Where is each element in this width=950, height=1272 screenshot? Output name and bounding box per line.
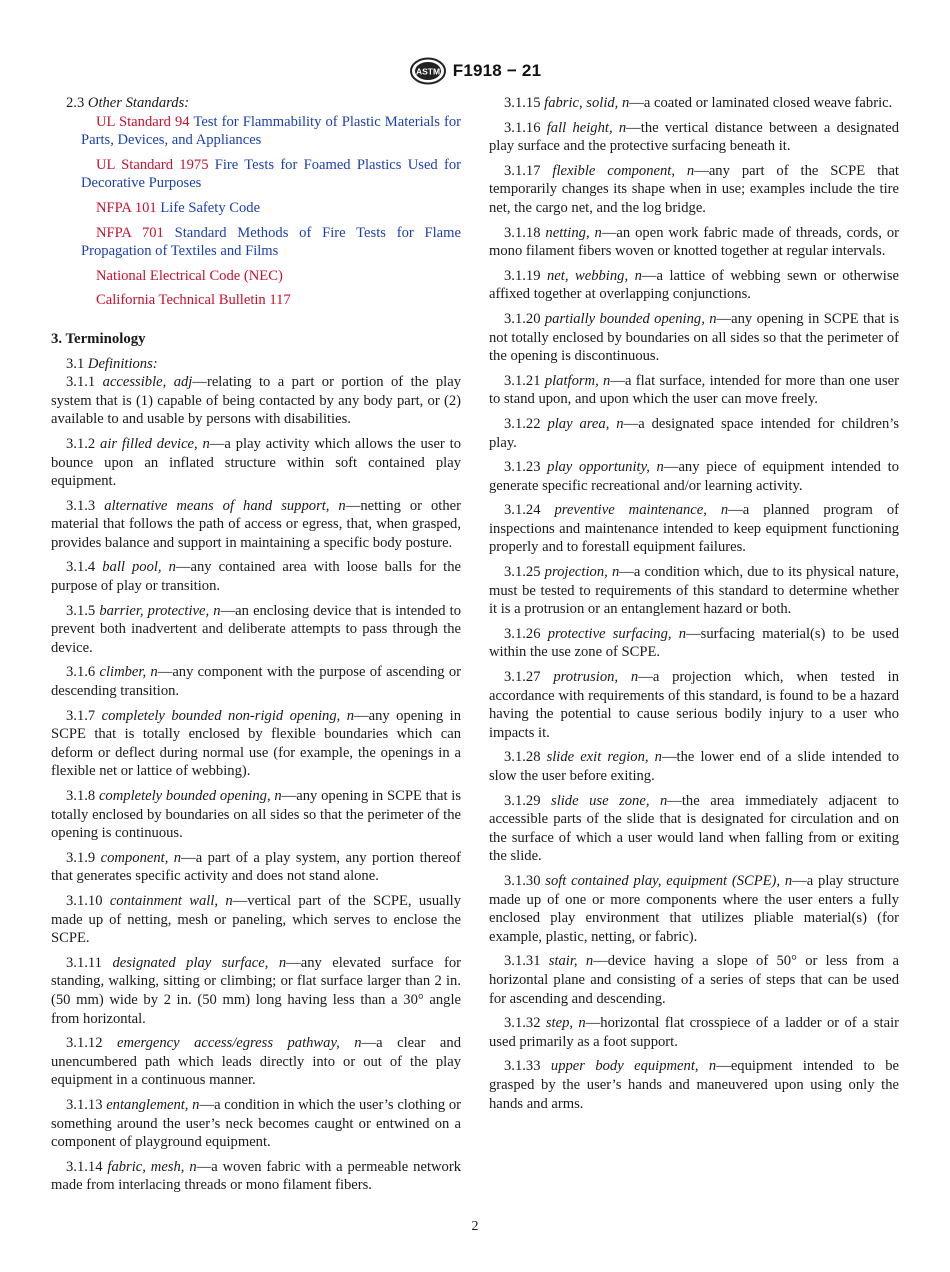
definition-number: 3.1.10 bbox=[66, 892, 103, 909]
definition-number: 3.1.19 bbox=[504, 267, 541, 284]
definition-term: stair, n bbox=[548, 953, 594, 970]
definition-entry bbox=[489, 872, 899, 946]
definition-number: 3.1.17 bbox=[504, 162, 541, 179]
definition-number: 3.1.22 bbox=[504, 415, 541, 432]
definition-entry bbox=[51, 373, 461, 429]
definition-text: —a lattice of webbing sewn or otherwise affixed together at overlapping conjunctions. bbox=[489, 267, 899, 303]
definitions-heading: 3.1 Definitions: bbox=[66, 355, 158, 372]
standard-code-link[interactable]: NFPA 101 bbox=[96, 199, 157, 216]
definition-number: 3.1.30 bbox=[504, 872, 541, 889]
definition-text: —horizontal flat crosspiece of a ladder or of a stair used primarily as a foot support. bbox=[489, 1015, 899, 1050]
definition-term: net, webbing, n bbox=[547, 267, 642, 284]
definition-entry bbox=[489, 94, 899, 113]
definition-term: play opportunity, n bbox=[547, 459, 664, 476]
definition-term: projection, n bbox=[544, 564, 620, 581]
svg-text:ASTM: ASTM bbox=[415, 66, 440, 77]
definition-entry bbox=[51, 497, 461, 553]
definition-text: —a planned program of inspections and maintenance intended to keep equipment functioning properly and to forestall equipment failures. bbox=[489, 502, 899, 556]
definition-entry bbox=[489, 748, 899, 785]
section-heading-terminology: 3. Terminology bbox=[51, 330, 146, 347]
definition-term: barrier, protective, n bbox=[99, 602, 221, 619]
definition-entry bbox=[489, 1014, 899, 1051]
definition-entry bbox=[489, 119, 899, 156]
definition-text: —vertical part of the SCPE, usually made up of netting, mesh or paneling, which serves to enclose the SCPE. bbox=[51, 892, 461, 947]
document-designation: F1918 − 21 bbox=[452, 61, 542, 80]
definition-text: —netting or other material that follows the path of access or egress, that, when grasped, provides balance and support in maintaining a specific body posture. bbox=[51, 497, 461, 551]
definition-text: —device having a slope of 50° or less from a horizontal plane and consisting of a series of steps that can be used for ascending and descending. bbox=[489, 953, 899, 1007]
definition-term: flexible component, n bbox=[552, 162, 695, 179]
definition-term: emergency access/egress pathway, n bbox=[116, 1035, 362, 1052]
definition-number: 3.1.16 bbox=[504, 119, 541, 136]
definition-term: climber, n bbox=[99, 664, 158, 681]
definition-text: —surfacing material(s) to be used within the use zone of SCPE. bbox=[489, 625, 899, 661]
definition-number: 3.1.15 bbox=[504, 95, 541, 111]
definition-text: —a projection which, when tested in accordance with requirements of this standard, is found to be a hazard having the potential to cause serious bodily injury to a user who impacts it. bbox=[489, 669, 900, 741]
definition-text: —any opening in SCPE that is totally enclosed by flexible boundaries which can deform or deflect during normal use (for example, the openings in a flexible net or lattice of webbing). bbox=[51, 707, 461, 780]
definition-entry bbox=[489, 415, 899, 452]
definition-text: —any opening in SCPE that is not totally enclosed by boundaries on all sides so that the perimeter of the opening is discontinuous. bbox=[489, 310, 899, 365]
definition-entry bbox=[489, 458, 899, 495]
definition-term: soft contained play, equipment (SCPE), n bbox=[545, 872, 793, 889]
definition-number: 3.1.14 bbox=[66, 1158, 103, 1175]
definition-entry bbox=[489, 224, 899, 261]
definition-entry bbox=[51, 1034, 461, 1090]
definition-number: 3.1.18 bbox=[504, 224, 541, 241]
definition-number: 3.1.20 bbox=[504, 310, 541, 327]
definition-term: completely bounded non-rigid opening, n bbox=[101, 707, 355, 724]
definition-text: —any elevated surface for standing, walking, sitting or climbing; or flat surface larger than 2 in. (50 mm) wide by 2 in. (50 mm) long having less than a 30° angle from horizontal. bbox=[51, 954, 461, 1027]
definition-number: 3.1.32 bbox=[504, 1015, 541, 1032]
definition-number: 3.1.4 bbox=[66, 559, 96, 576]
definitions-list-right bbox=[489, 94, 899, 1113]
definition-text: —any component with the purpose of ascending or descending transition. bbox=[51, 664, 461, 700]
definition-entry bbox=[51, 849, 461, 886]
definition-entry bbox=[51, 707, 461, 781]
definition-text: —any opening in SCPE that is totally enclosed by boundaries on all sides so that the perimeter of the opening is continuous. bbox=[51, 788, 462, 842]
other-standards-list bbox=[51, 113, 461, 310]
definition-entry bbox=[489, 267, 899, 304]
definition-text: —a flat surface, intended for more than one user to stand upon, and upon which the user can move freely. bbox=[489, 372, 899, 408]
definition-term: completely bounded opening, n bbox=[98, 788, 282, 804]
definition-text: —a coated or laminated closed weave fabric. bbox=[629, 95, 893, 111]
definition-entry bbox=[489, 1057, 899, 1113]
definition-term: slide use zone, n bbox=[551, 792, 668, 809]
astm-logo-icon bbox=[409, 57, 447, 85]
definition-text: —a condition which, due to its physical nature, must be tested to requirements of this standard to determine whether it is a protrusion or an entanglement hazard or both. bbox=[489, 564, 899, 618]
definition-number: 3.1.13 bbox=[66, 1096, 103, 1113]
definitions-list-left bbox=[51, 373, 461, 1195]
definition-entry bbox=[489, 625, 899, 662]
definition-number: 3.1.11 bbox=[66, 954, 102, 971]
definition-number: 3.1.26 bbox=[504, 625, 541, 642]
definition-number: 3.1.23 bbox=[504, 459, 541, 476]
definition-text: —any piece of equipment intended to generate specific recreational and/or learning activity. bbox=[489, 459, 899, 494]
definition-term: step, n bbox=[545, 1015, 586, 1032]
definition-entry bbox=[51, 1096, 461, 1152]
definition-number: 3.1.25 bbox=[504, 564, 541, 581]
definition-term: partially bounded opening, n bbox=[544, 310, 717, 327]
standard-title-link[interactable]: Test for Flammability of Plastic Materials for Parts, Devices, and Appliances bbox=[81, 113, 461, 149]
standard-code-link[interactable]: UL Standard 94 bbox=[96, 113, 190, 130]
definition-term: air filled device, n bbox=[100, 435, 210, 452]
definition-number: 3.1.8 bbox=[66, 788, 96, 804]
definition-entry bbox=[489, 372, 899, 409]
definition-number: 3.1.24 bbox=[504, 502, 541, 519]
definition-number: 3.1.2 bbox=[66, 435, 96, 452]
definition-term: preventive maintenance, n bbox=[554, 502, 729, 519]
definition-text: —the area immediately adjacent to accessible parts of the slide that is designated for circulation and on the surface of which a user would land when falling from or exiting the slide. bbox=[489, 792, 899, 865]
definition-entry bbox=[51, 558, 461, 595]
definition-text: —relating to a part or portion of the play system that is (1) capable of being contacted by any body part, or (2) available to and usable by persons with disabilities. bbox=[51, 374, 462, 428]
definition-entry bbox=[489, 792, 899, 866]
definition-entry bbox=[489, 952, 899, 1008]
definition-number: 3.1.12 bbox=[66, 1035, 103, 1052]
definition-term: platform, n bbox=[544, 372, 611, 389]
definition-text: —equipment intended to be grasped by the user’s hands and maneuvered upon using only the hands and arms. bbox=[489, 1058, 899, 1112]
definition-entry bbox=[489, 310, 899, 366]
standard-code-link[interactable]: California Technical Bulletin 117 bbox=[96, 292, 291, 309]
definition-text: —a condition in which the user’s clothing or something around the user’s neck becomes caught or entwined on a component of playground equipment. bbox=[51, 1096, 462, 1151]
definition-text: —a clear and unencumbered path which leads directly into or out of the play equipment in a continuous manner. bbox=[51, 1035, 461, 1089]
definition-term: entanglement, n bbox=[106, 1096, 200, 1113]
definition-term: containment wall, n bbox=[109, 892, 233, 909]
definition-term: component, n bbox=[100, 849, 182, 866]
definition-entry bbox=[51, 663, 461, 700]
standard-reference[interactable] bbox=[51, 267, 461, 286]
definition-entry bbox=[489, 563, 899, 619]
definition-text: —the vertical distance between a designated play surface and the protective surfacing beneath it. bbox=[489, 119, 899, 155]
definition-entry bbox=[489, 501, 899, 557]
definition-number: 3.1.33 bbox=[504, 1058, 541, 1075]
definition-term: play area, n bbox=[547, 415, 624, 432]
definition-text: —a designated space intended for children’s play. bbox=[489, 415, 900, 451]
definition-entry bbox=[489, 668, 899, 742]
definition-term: fabric, solid, n bbox=[544, 95, 630, 111]
definition-entry bbox=[51, 892, 461, 948]
definition-number: 3.1.3 bbox=[66, 497, 96, 514]
definition-term: slide exit region, n bbox=[546, 749, 662, 766]
definition-text: —any part of the SCPE that temporarily changes its shape when in use; examples include the tire net, the cargo net, and the log bridge. bbox=[489, 162, 899, 216]
standard-code-link[interactable]: NFPA 701 bbox=[96, 224, 164, 241]
definition-number: 3.1.27 bbox=[504, 669, 541, 686]
other-standards-heading: 2.3 Other Standards: bbox=[66, 95, 190, 111]
definition-number: 3.1.9 bbox=[66, 849, 96, 866]
definition-text: —a play structure made up of one or more components where the user enters a fully enclosed play environment that utilizes pliable material(s) (for example, plastic, netting, or fabric). bbox=[489, 872, 899, 945]
standard-title-link[interactable]: Fire Tests for Foamed Plastics Used for Decorative Purposes bbox=[81, 156, 461, 192]
definition-text: —an enclosing device that is intended to prevent both inadvertent and deliberate attempts to pass through the device. bbox=[51, 602, 461, 656]
definition-term: accessible, adj bbox=[102, 374, 193, 391]
definition-text: —the lower end of a slide intended to slow the user before exiting. bbox=[489, 749, 900, 784]
definition-term: upper body equipment, n bbox=[550, 1058, 717, 1075]
definition-term: fall height, n bbox=[546, 119, 627, 136]
definition-term: netting, n bbox=[545, 224, 602, 241]
definition-text: —an open work fabric made of threads, cords, or mono filament fibers woven or knotted together at regular intervals. bbox=[489, 224, 899, 260]
definition-text: —any contained area with loose balls for the purpose of play or transition. bbox=[51, 559, 462, 595]
standard-reference[interactable] bbox=[51, 113, 461, 150]
definition-number: 3.1.6 bbox=[66, 664, 96, 681]
definition-number: 3.1.7 bbox=[66, 707, 96, 724]
standard-code-link[interactable]: UL Standard 1975 bbox=[96, 156, 209, 173]
definition-entry bbox=[51, 1158, 461, 1195]
definition-term: alternative means of hand support, n bbox=[104, 497, 346, 514]
definition-number: 3.1.1 bbox=[66, 374, 96, 391]
definition-number: 3.1.29 bbox=[504, 792, 541, 809]
left-column bbox=[51, 94, 461, 1201]
standard-reference[interactable] bbox=[51, 199, 461, 218]
right-column bbox=[489, 94, 899, 1119]
definition-text: —a part of a play system, any portion thereof that generates specific activity and does not stand alone. bbox=[51, 849, 461, 885]
definition-term: protrusion, n bbox=[553, 669, 639, 686]
definition-number: 3.1.21 bbox=[504, 372, 541, 389]
standard-reference[interactable] bbox=[51, 291, 461, 310]
definition-entry bbox=[51, 435, 461, 491]
standard-code-link[interactable]: National Electrical Code (NEC) bbox=[96, 267, 283, 284]
definition-term: fabric, mesh, n bbox=[107, 1158, 197, 1175]
standard-title-link[interactable]: Life Safety Code bbox=[160, 199, 261, 216]
definition-text: —a woven fabric with a permeable network made from interlacing threads or mono filament fibers. bbox=[51, 1158, 461, 1194]
definition-term: protective surfacing, n bbox=[547, 625, 687, 642]
definition-number: 3.1.5 bbox=[66, 602, 96, 619]
definition-entry bbox=[51, 602, 461, 658]
definition-number: 3.1.28 bbox=[504, 749, 541, 766]
definition-number: 3.1.31 bbox=[504, 953, 541, 970]
page-header bbox=[0, 56, 950, 86]
standard-title-link[interactable]: Standard Methods of Fire Tests for Flame Propagation of Textiles and Films bbox=[81, 224, 461, 260]
standard-reference[interactable] bbox=[51, 156, 461, 193]
page-number: 2 bbox=[471, 1219, 479, 1234]
definition-text: —a play activity which allows the user to bounce upon an inflated structure within soft contained play equipment. bbox=[51, 435, 461, 490]
definition-term: ball pool, n bbox=[102, 559, 176, 576]
definition-term: designated play surface, n bbox=[112, 954, 287, 971]
definition-entry bbox=[51, 787, 461, 843]
standard-reference[interactable] bbox=[51, 224, 461, 261]
definition-entry bbox=[489, 162, 899, 218]
definition-entry bbox=[51, 954, 461, 1028]
